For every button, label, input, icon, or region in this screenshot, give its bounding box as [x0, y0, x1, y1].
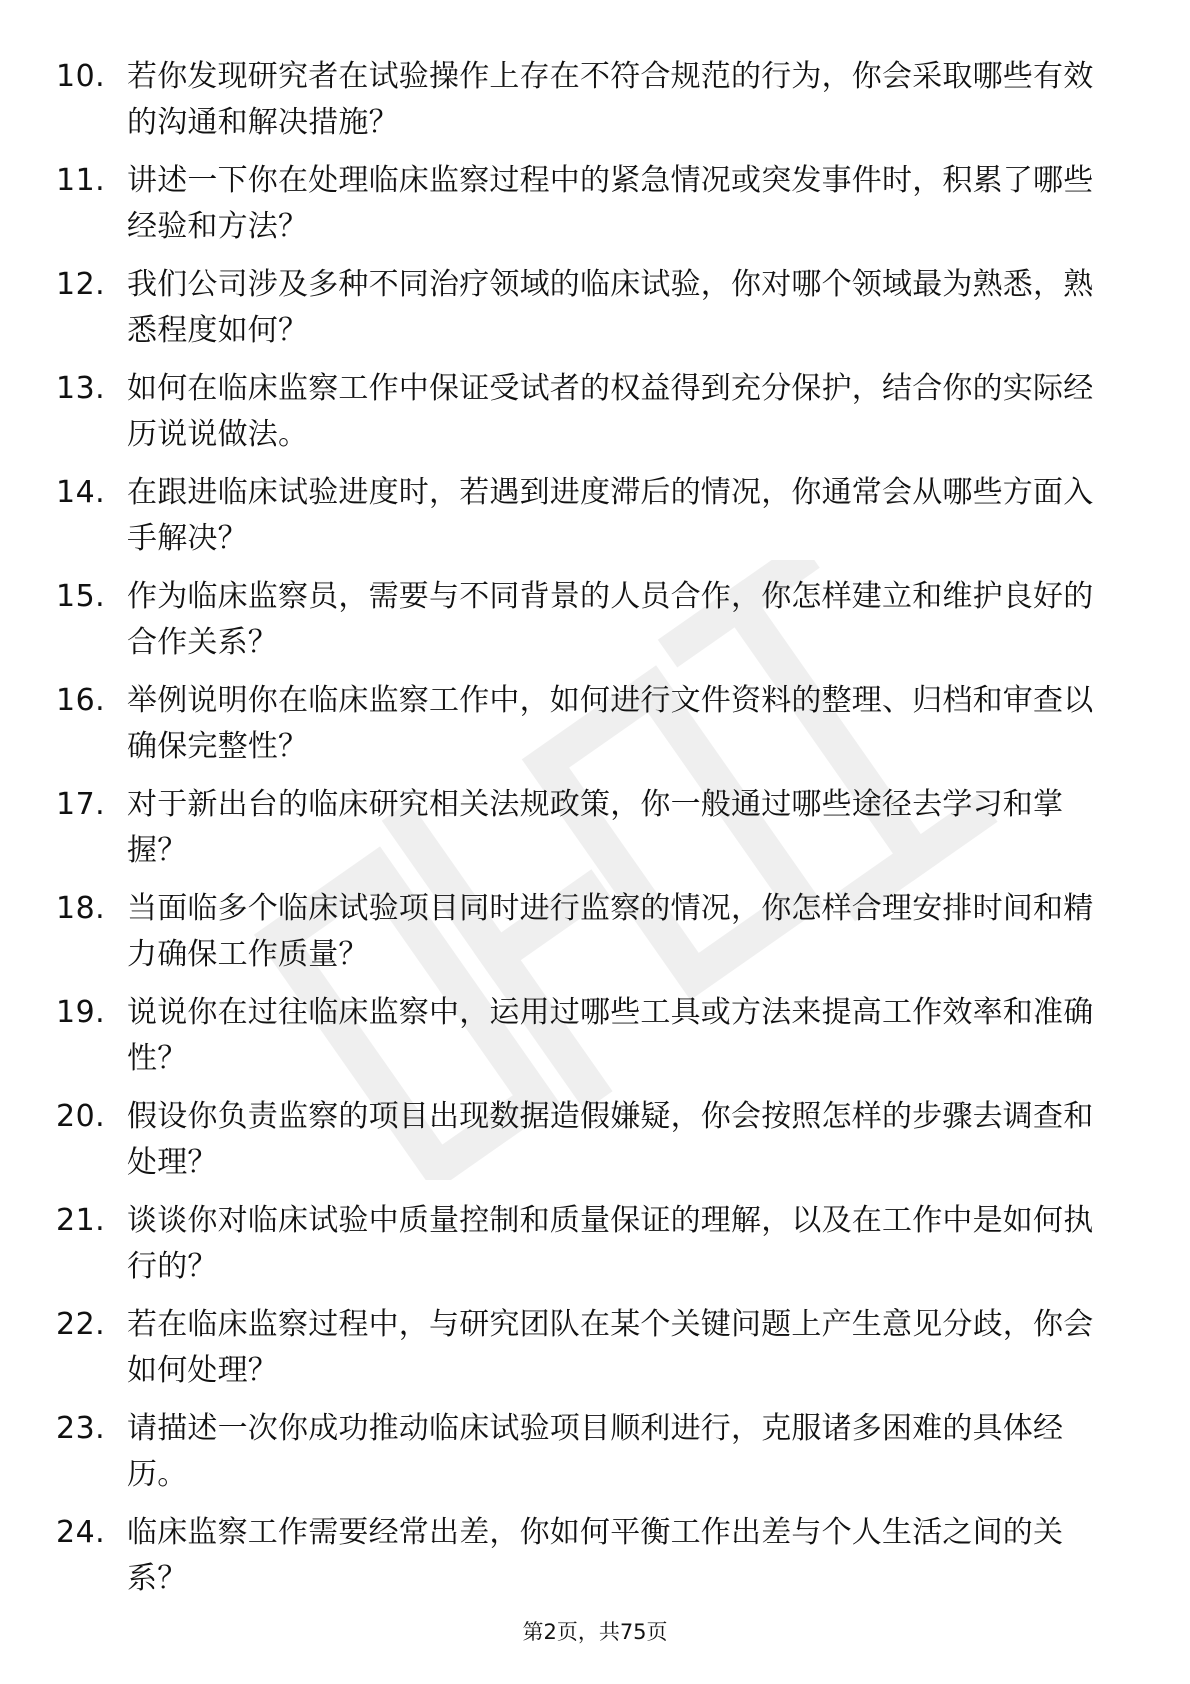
question-item [0, 1084, 1190, 1188]
question-text: 当面临多个临床试验项目同时进行监察的情况，你怎样合理安排时间和精力确保工作质量？ [127, 891, 1094, 972]
question-number: 20. [56, 1099, 106, 1134]
question-number: 15. [56, 579, 106, 614]
question-item [0, 252, 1190, 356]
question-text: 谈谈你对临床试验中质量控制和质量保证的理解，以及在工作中是如何执行的？ [127, 1203, 1094, 1284]
question-text: 如何在临床监察工作中保证受试者的权益得到充分保护，结合你的实际经历说说做法。 [127, 371, 1094, 452]
question-text: 对于新出台的临床研究相关法规政策，你一般通过哪些途径去学习和掌握？ [127, 787, 1064, 868]
question-number: 13. [56, 371, 106, 406]
question-number: 16. [56, 683, 106, 718]
question-item [0, 980, 1190, 1084]
question-number: 18. [56, 891, 106, 926]
question-text: 假设你负责监察的项目出现数据造假嫌疑，你会按照怎样的步骤去调查和处理？ [127, 1099, 1094, 1180]
question-item [0, 564, 1190, 668]
question-item [0, 876, 1190, 980]
question-number: 23. [56, 1411, 106, 1446]
question-text: 若你发现研究者在试验操作上存在不符合规范的行为，你会采取哪些有效的沟通和解决措施？ [127, 59, 1094, 140]
question-item [0, 1188, 1190, 1292]
question-text: 说说你在过往临床监察中，运用过哪些工具或方法来提高工作效率和准确性？ [127, 995, 1094, 1076]
question-item [0, 44, 1190, 148]
question-number: 11. [56, 163, 106, 198]
question-text: 举例说明你在临床监察工作中，如何进行文件资料的整理、归档和审查以确保完整性？ [127, 683, 1094, 764]
question-item [0, 1292, 1190, 1396]
question-text: 若在临床监察过程中，与研究团队在某个关键问题上产生意见分歧，你会如何处理？ [127, 1307, 1094, 1388]
question-text: 请描述一次你成功推动临床试验项目顺利进行，克服诸多困难的具体经历。 [127, 1411, 1064, 1492]
question-number: 17. [56, 787, 106, 822]
question-item [0, 356, 1190, 460]
question-item [0, 1396, 1190, 1500]
question-number: 14. [56, 475, 106, 510]
question-number: 22. [56, 1307, 106, 1342]
question-item [0, 1500, 1190, 1604]
question-text: 讲述一下你在处理临床监察过程中的紧急情况或突发事件时，积累了哪些经验和方法？ [127, 163, 1094, 244]
question-item [0, 772, 1190, 876]
question-number: 12. [56, 267, 106, 302]
page-number-footer: 第2页，共75页 [522, 1620, 668, 1644]
question-item [0, 460, 1190, 564]
question-number: 10. [56, 59, 106, 94]
question-list [0, 44, 1190, 1604]
question-item [0, 668, 1190, 772]
question-number: 21. [56, 1203, 106, 1238]
question-number: 19. [56, 995, 106, 1030]
question-text: 作为临床监察员，需要与不同背景的人员合作，你怎样建立和维护良好的合作关系？ [127, 579, 1094, 660]
question-text: 临床监察工作需要经常出差，你如何平衡工作出差与个人生活之间的关系？ [127, 1515, 1064, 1596]
question-text: 我们公司涉及多种不同治疗领域的临床试验，你对哪个领域最为熟悉，熟悉程度如何？ [127, 267, 1094, 348]
question-item [0, 148, 1190, 252]
question-number: 24. [56, 1515, 106, 1550]
question-text: 在跟进临床试验进度时，若遇到进度滞后的情况，你通常会从哪些方面入手解决？ [127, 475, 1094, 556]
